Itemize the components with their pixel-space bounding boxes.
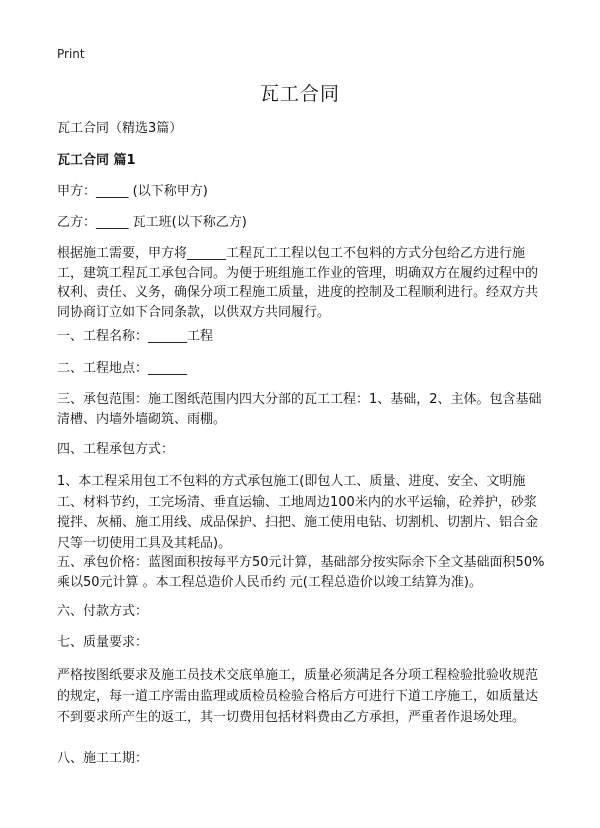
party-a-line: 甲方：_____ (以下称甲方) <box>57 184 208 199</box>
intro-paragraph: 根据施工需要，甲方将______工程瓦工工程以包工不包料的方式分包给乙方进行施工，建筑工程瓦工承包合同。为便于班组施工作业的管理，明确双方在履约过程中的权利、责任、义务，确保分项工程施工质量，进度的控制及工程顺利进行。经双方共同协商订立如下合同条款，以供双方共同履行。 <box>57 246 539 320</box>
clause-project-location: 二、工程地点：______ <box>57 361 188 376</box>
document-title: 瓦工合同 <box>259 83 340 105</box>
clause-project-name: 一、工程名称：______工程 <box>57 329 214 344</box>
clause-price: 五、承包价格：蓝图面积按每平方50元计算，基础部分按实际余下全文基础面积50%乘以50元计算 。本工程总造价人民币约 元(工程总造价以竣工结算为准)。 <box>57 555 545 590</box>
clause-payment: 六、付款方式： <box>57 604 149 619</box>
document-subtitle: 瓦工合同（精选3篇） <box>57 121 183 136</box>
clause-quality-detail: 严格按图纸要求及施工员技术交底单施工，质量必须满足各分项工程检验批验收规范的规定，每一道工序需由监理或质检员检验合格后方可进行下道工序施工，如质量达不到要求所产生的返工，其一切费用包括材料费由乙方承担，严重者作退场处理。 <box>57 668 539 725</box>
party-b-line: 乙方：_____ 瓦工班(以下称乙方) <box>57 215 247 230</box>
clause-quality: 七、质量要求： <box>57 635 149 650</box>
clause-contract-method: 四、工程承包方式： <box>57 442 175 457</box>
print-link[interactable]: Print <box>57 47 85 61</box>
clause-contract-method-detail: 1、本工程采用包工不包料的方式承包施工(即包人工、质量、进度、安全、文明施工、材料节约，工完场清、垂直运输、工地周边100米内的水平运输，砼养护，砂浆搅拌、灰桶、施工用线、成品保护、扫把、施工使用电钻、切割机、切割片、铝合金尺等一切使用工具及其耗品)。 <box>57 474 539 551</box>
clause-scope: 三、承包范围：施工图纸范围内四大分部的瓦工工程：1、基础，2、主体。包含基础清槽、内墙外墙砌筑、雨棚。 <box>57 392 542 427</box>
clause-schedule: 八、施工工期： <box>57 751 149 766</box>
section-heading: 瓦工合同 篇1 <box>57 153 136 168</box>
